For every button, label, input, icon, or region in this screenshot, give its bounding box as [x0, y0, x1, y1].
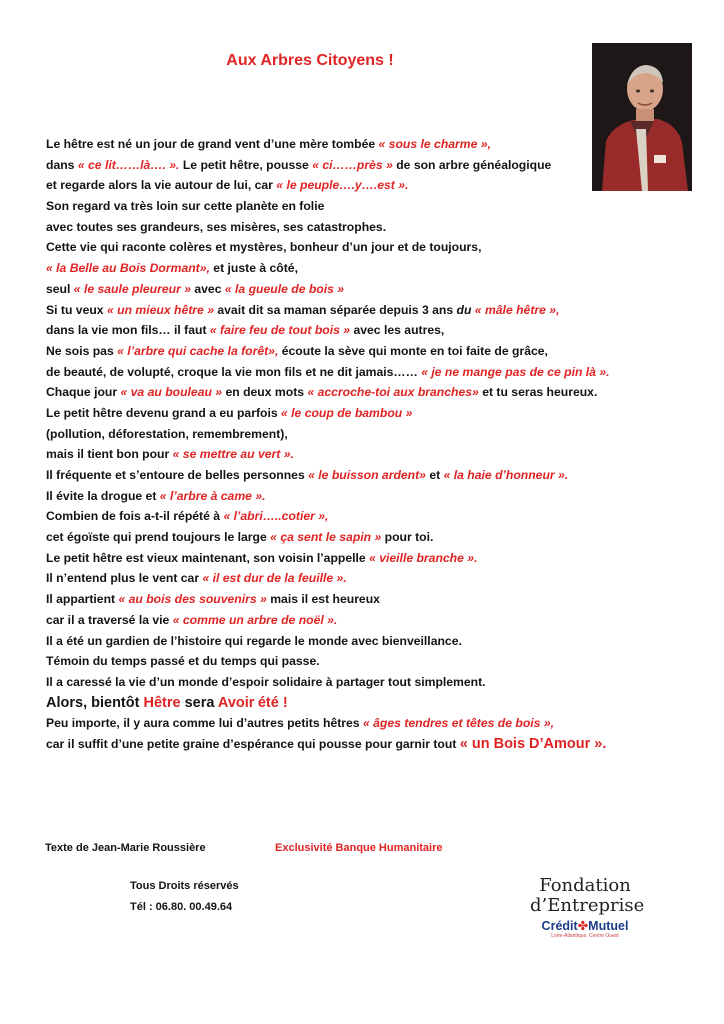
poem-text: Ne sois pas	[46, 343, 118, 358]
poem-quote: « je ne mange pas de ce pin là ».	[421, 364, 610, 379]
poem-quote: « un Bois D’Amour ».	[459, 735, 607, 752]
poem-text: seul	[46, 281, 74, 296]
poem-text: Témoin du temps passé et du temps qui passe.	[46, 654, 320, 669]
brand-name	[530, 918, 640, 933]
phone-number: Tél : 06.80. 00.49.64	[130, 901, 233, 913]
poem-quote: « le saule pleureur »	[73, 281, 191, 296]
poem-text: (pollution, déforestation, remembrement),	[46, 426, 288, 441]
poem-text: de son arbre généalogique	[392, 157, 552, 172]
poem-line	[46, 672, 686, 693]
poem-line	[46, 341, 686, 362]
poem-text: cet égoïste qui prend toujours le large	[46, 530, 271, 545]
poem-line	[46, 300, 686, 321]
poem-quote: « se mettre au vert ».	[172, 447, 294, 462]
poem-quote: « faire feu de tout bois »	[209, 323, 351, 338]
poem-line	[46, 320, 686, 341]
poem-line	[46, 237, 686, 258]
poem-quote: « ce lit……là…. ».	[77, 157, 180, 172]
poem-line	[46, 486, 686, 507]
poem-text: Peu importe, il y aura comme lui d’autres petits hêtres	[46, 716, 363, 731]
poem-text: Il fréquente et s’entoure de belles personnes	[46, 468, 309, 482]
poem-line	[46, 424, 686, 445]
logo-line-1: Fondation	[539, 875, 631, 896]
poem-quote: « accroche-toi aux branches»	[307, 385, 479, 400]
poem-line	[46, 279, 686, 300]
exclusivity-note: Exclusivité Banque Humanitaire	[275, 842, 443, 854]
poem-line	[46, 382, 686, 403]
poem-quote: « le coup de bambou »	[281, 405, 413, 420]
poem-quote: « la haie d’honneur ».	[443, 468, 569, 482]
poem-line	[46, 527, 686, 548]
poem-text: du	[456, 302, 472, 317]
poem-quote: été !	[257, 694, 288, 711]
poem-text: sera	[180, 694, 218, 711]
brand-mark-icon: ✤	[577, 919, 589, 933]
poem-text: pour toi.	[381, 530, 434, 545]
poem-quote: « la Belle au Bois Dormant»,	[46, 261, 210, 276]
poem-line	[46, 548, 686, 569]
poem-text: Chaque jour	[46, 385, 121, 400]
poem-text: car il a traversé la vie	[46, 612, 173, 627]
poem-text: avec les autres,	[350, 323, 445, 338]
poem-quote: « le buisson ardent»	[308, 468, 426, 482]
poem-text: Le petit hêtre est vieux maintenant, son voisin l’appelle	[46, 550, 370, 565]
poem-text: mais il est heureux	[266, 592, 380, 607]
poem-line	[46, 217, 686, 238]
poem-line	[46, 568, 686, 589]
poem-text: Combien de fois a-t-il répété à	[46, 509, 224, 524]
poem-quote: « la gueule de bois »	[224, 281, 345, 296]
poem-line	[46, 465, 686, 486]
poem-text: avec	[190, 281, 225, 296]
poem-text: Il a caressé la vie d’un monde d’espoir solidaire à partager tout simplement.	[46, 674, 486, 689]
poem-text: de beauté, de volupté, croque la vie mon fils et ne dit jamais……	[46, 364, 422, 379]
poem-quote: « ci……près »	[312, 157, 393, 172]
poem-line	[46, 134, 686, 155]
poem-text: Alors, bientôt	[46, 694, 144, 711]
poem-quote: « comme un arbre de noël ».	[172, 612, 338, 627]
poem-line	[46, 589, 686, 610]
poem-text: et tu seras heureux.	[478, 385, 598, 400]
poem-text: et	[425, 468, 444, 482]
poem-quote: « ça sent le sapin »	[270, 530, 382, 545]
poem-line	[46, 362, 686, 383]
poem-quote: Avoir	[217, 694, 255, 711]
poem-line	[46, 155, 686, 176]
poem-text: dans la vie mon fils… il faut	[46, 323, 210, 338]
poem-quote: « l’arbre qui cache la forêt»,	[117, 343, 279, 358]
poem-quote: « il est dur de la feuille ».	[202, 571, 347, 586]
poem-text: Il évite la drogue et	[46, 488, 160, 503]
poem-quote: « sous le charme »,	[378, 137, 491, 151]
poem-line	[46, 506, 686, 527]
poem-line	[46, 734, 686, 755]
brand-subtitle: Loire-Atlantique, Centre Ouest	[551, 933, 619, 939]
poem-quote: « mâle hêtre »,	[474, 302, 560, 317]
fondation-logo	[530, 875, 645, 939]
poem-text: Son regard va très loin sur cette planète en folie	[46, 199, 325, 214]
poem-quote: Hêtre	[143, 694, 181, 711]
poem-line	[46, 651, 686, 672]
poem-quote: « l’arbre à came ».	[159, 488, 266, 503]
poem-quote: « l’abri…..cotier »,	[223, 509, 329, 524]
poem-text: car il suffit d’une petite graine d’espérance qui pousse pour garnir tout	[46, 736, 460, 751]
brand-part-2: Mutuel	[588, 919, 629, 933]
poem-text: en deux mots	[222, 385, 308, 400]
poem-text: mais il tient bon pour	[46, 447, 173, 462]
poem-text: Si tu veux	[46, 302, 107, 317]
poem-text: Cette vie qui raconte colères et mystères, bonheur d’un jour et de toujours,	[46, 240, 482, 255]
poem-text: avait dit sa maman séparée depuis 3 ans	[213, 302, 457, 317]
poem-line	[46, 610, 686, 631]
rights-notice: Tous Droits réservés	[130, 880, 239, 892]
poem-text: et regarde alors la vie autour de lui, car	[46, 178, 277, 193]
poem-text: avec toutes ses grandeurs, ses misères, ses catastrophes.	[46, 219, 387, 234]
poem-line	[46, 258, 686, 279]
poem-text: Le petit hêtre, pousse	[179, 157, 313, 172]
poem-quote: « vieille branche ».	[369, 550, 478, 565]
poem-quote: « au bois des souvenirs »	[118, 592, 267, 607]
poem-line	[46, 403, 686, 424]
poem-text: Le petit hêtre devenu grand a eu parfois	[46, 405, 281, 420]
poem-text: Le hêtre est né un jour de grand vent d’une mère tombée	[46, 137, 379, 151]
poem-line	[46, 631, 686, 652]
poem-text: dans	[46, 157, 78, 172]
poem-text: et juste à côté,	[209, 261, 298, 276]
poem-body	[46, 134, 686, 755]
poem-line	[46, 175, 686, 196]
poem-text: Il a été un gardien de l’histoire qui regarde le monde avec bienveillance.	[46, 633, 462, 648]
poem-line	[46, 444, 686, 465]
poem-quote: « va au bouleau »	[120, 385, 223, 400]
poem-text: Il n’entend plus le vent car	[46, 571, 203, 586]
poem-text: Il appartient	[46, 592, 119, 607]
poem-line	[46, 196, 686, 217]
poem-line	[46, 693, 686, 714]
page-title: Aux Arbres Citoyens !	[226, 52, 394, 69]
poem-quote: « le peuple….y….est ».	[276, 178, 409, 193]
poem-quote: « un mieux hêtre »	[106, 302, 214, 317]
poem-line	[46, 713, 686, 734]
poem-text: écoute la sève qui monte en toi faite de grâce,	[278, 343, 548, 358]
brand-part-1: Crédit	[541, 919, 578, 933]
author-credit: Texte de Jean-Marie Roussière	[45, 842, 206, 854]
poem-quote: « âges tendres et têtes de bois »,	[362, 716, 554, 731]
logo-line-2: d’Entreprise	[530, 895, 645, 916]
